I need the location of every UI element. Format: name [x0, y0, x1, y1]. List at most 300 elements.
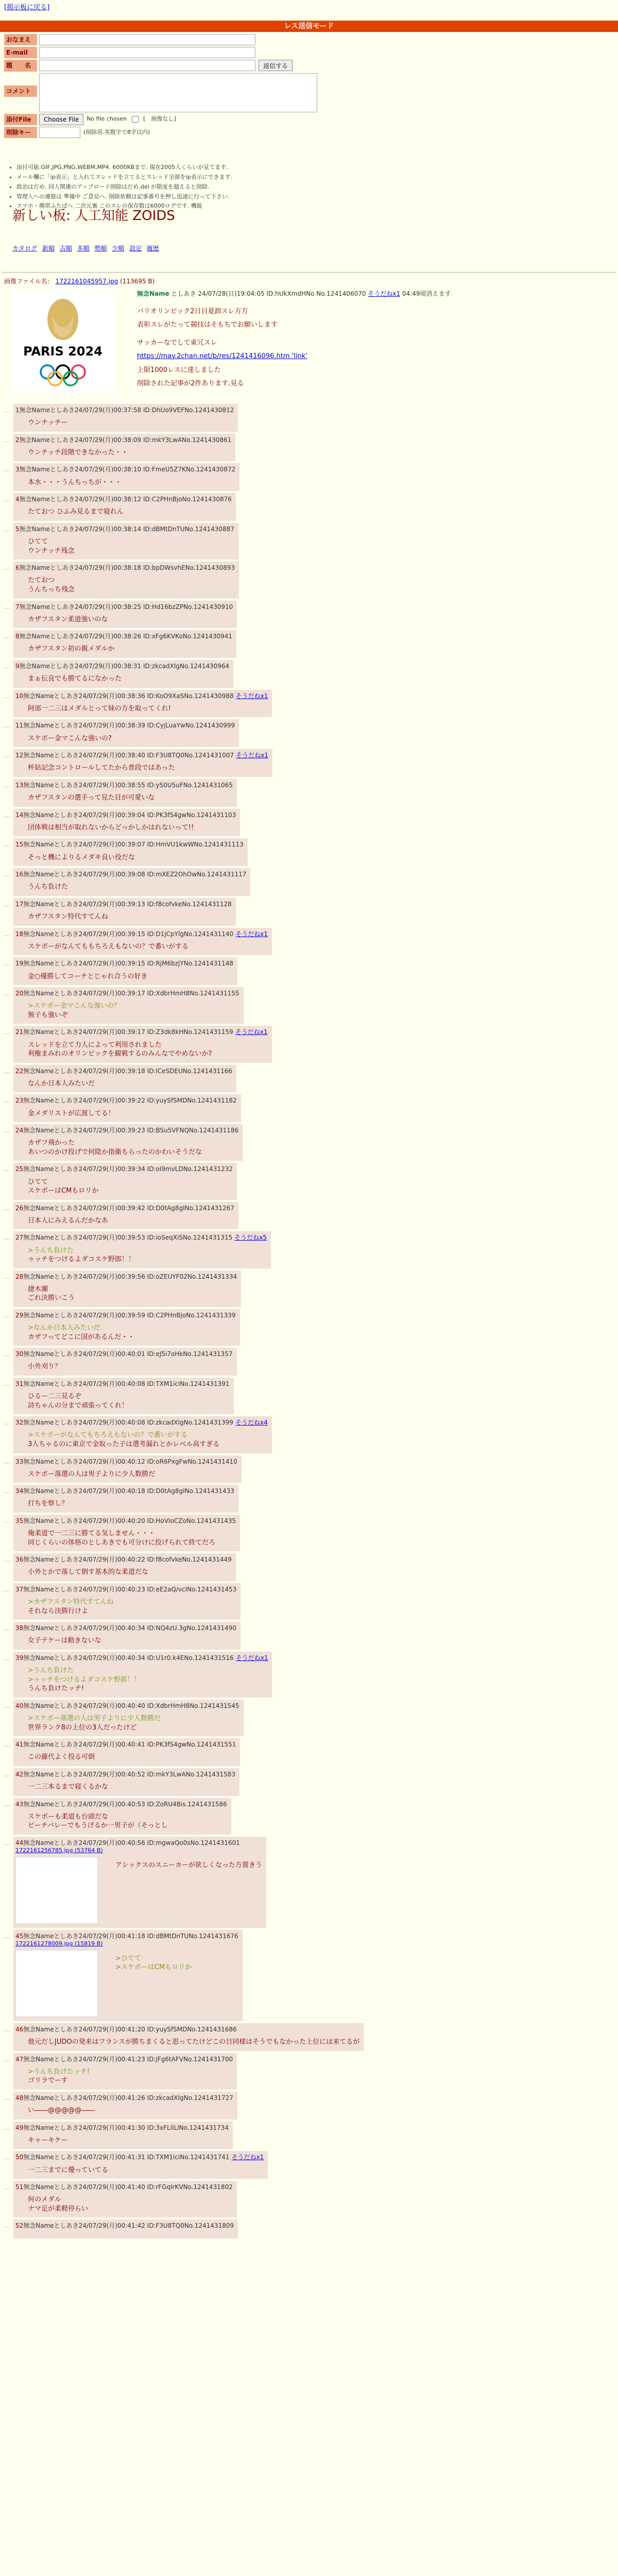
reply-marker: …: [4, 1932, 10, 1940]
reply-body: [28, 1598, 236, 1616]
reply-line: うんち負けた: [28, 883, 68, 891]
reply-header: [15, 1418, 268, 1427]
reply-row: [4, 1094, 612, 1122]
reply-body: [28, 1324, 236, 1342]
reply-body: [115, 1861, 262, 1924]
op-link[interactable]: https://may.2chan.net/b/res/1241416096.htm 'link': [137, 352, 307, 360]
reply-meta[interactable]: 無念Nameとしあき24/07/29(月)00:40:34 ID:U1r0.k4ENo.1241431516: [23, 1654, 234, 1662]
new-board-banner[interactable]: 新しい板: 人工知能 ZOIDS: [12, 208, 175, 224]
reply-line: 利権まみれのオリンピックを観戦するのみんなでやめないか?: [28, 1050, 212, 1058]
reply-content: [15, 1324, 236, 1342]
reply-body: [28, 2038, 359, 2047]
reply-marker: …: [4, 2094, 10, 2102]
post-form: [4, 34, 396, 140]
reply-box: [13, 1026, 272, 1062]
reply-number: 8: [15, 633, 20, 640]
reply-body: [28, 912, 232, 922]
reply-number: 27: [15, 1234, 24, 1242]
reply-header: [15, 1839, 262, 1847]
reply-number: 31: [15, 1380, 24, 1387]
subject-input[interactable]: [39, 60, 255, 71]
reply-number: 7: [15, 603, 20, 611]
subject-row: [4, 60, 396, 71]
reply-box: [13, 1622, 241, 1650]
reply-meta[interactable]: 無念Nameとしあき24/07/29(月)00:38:55 ID:yS0U5uFNo.1241431065: [23, 781, 233, 789]
reply-line: ウンチッチ段階できなかった・・: [28, 448, 128, 456]
reply-marker: …: [4, 990, 10, 997]
reply-box: [13, 2219, 238, 2238]
settings-link[interactable]: 設定: [129, 245, 142, 252]
reply-row: [4, 1163, 612, 1199]
reply-header: [15, 1165, 233, 1173]
reply-image-thumbnail[interactable]: [15, 1950, 98, 2017]
reply-content: [15, 1812, 227, 1831]
reply-marker: …: [4, 662, 10, 670]
reply-row: [4, 690, 612, 718]
reply-content: [15, 1362, 233, 1371]
reply-meta[interactable]: 無念Nameとしあき24/07/29(月)00:39:53 ID:ioSeqXiSNo.1241431315: [23, 1234, 233, 1242]
reply-row: [4, 749, 612, 777]
reply-line: ウンチッチ残念: [28, 547, 75, 555]
reply-content: [15, 1139, 238, 1157]
reply-meta[interactable]: 無念Nameとしあき24/07/29(月)00:38:10 ID:FmeU5Z7KNo.1241430872: [19, 466, 236, 473]
choose-file-button[interactable]: Choose File: [39, 114, 83, 125]
reply-content: [15, 1529, 236, 1547]
reply-meta[interactable]: 無念Nameとしあき24/07/29(月)00:39:34 ID:oI9mvLDNo.1241431232: [23, 1165, 233, 1173]
reply-box: [13, 1768, 239, 1796]
reply-box: [13, 1583, 241, 1620]
reply-line: 女子テケーは動きないな: [28, 1637, 101, 1645]
rule-item: • 政治はだめ. 同人関連のアップロード削除はだめ.del が限度を超えると削除.: [16, 183, 396, 191]
reply-row: [4, 523, 612, 560]
reply-meta[interactable]: 無念Nameとしあき24/07/29(月)00:39:42 ID:D0tAg8gINo.1241431267: [23, 1204, 234, 1212]
reply-content: [15, 1392, 230, 1410]
op-line: サッカーなでして東冗スレ: [137, 339, 217, 347]
quote-line: >なんか日本人みたいだ: [28, 1324, 100, 1332]
reply-box: [13, 2023, 364, 2051]
reply-header: [15, 781, 233, 789]
reply-content: [15, 1499, 234, 1509]
soudane-link[interactable]: そうだねx5: [234, 1234, 267, 1242]
reply-meta[interactable]: 無念Nameとしあき24/07/29(月)00:41:23 ID:jFg6tAFVNo.1241431700: [23, 2055, 233, 2063]
reply-file-link[interactable]: 1722161256785.jpg (53764 B): [15, 1847, 103, 1854]
catalog-link[interactable]: カタログ: [12, 245, 38, 252]
reply-header: [15, 525, 234, 533]
reply-meta[interactable]: 無念Nameとしあき24/07/29(月)00:40:08 ID:TXM1iciNo.1241431391: [23, 1380, 230, 1387]
reply-row: [4, 1485, 612, 1513]
reply-line: 3人ちゃるのに東京で金取った子は選考漏れとかレベル高すぎる: [28, 1440, 220, 1448]
delete-key-input[interactable]: [39, 127, 80, 138]
reply-body: [28, 1246, 267, 1264]
sort-few-link[interactable]: 少順: [112, 245, 125, 252]
reply-line: 無子も強いぞ: [28, 1011, 68, 1019]
reply-body: [28, 1636, 236, 1646]
reply-box: [13, 2092, 237, 2120]
reply-body: [28, 576, 235, 594]
reply-meta[interactable]: 無念Nameとしあき24/07/29(月)00:40:41 ID:PK3fS4gwNo.1241431551: [23, 1741, 236, 1749]
reply-header: [15, 870, 246, 878]
history-link[interactable]: 履歴: [146, 245, 159, 252]
reply-row: [4, 2181, 612, 2217]
reply-marker: …: [4, 496, 10, 503]
reply-content: [15, 507, 232, 517]
reply-file-link[interactable]: 1722161278009.jpg (15819 B): [15, 1940, 103, 1947]
reply-row: [4, 1700, 612, 1736]
reply-body: [28, 972, 233, 981]
op-soudane-link[interactable]: そうだねx1: [368, 290, 401, 297]
email-input[interactable]: [39, 47, 255, 58]
reply-body: [28, 1812, 227, 1831]
reply-meta[interactable]: 無念Nameとしあき24/07/29(月)00:39:23 ID:BSu5VFNQNo.1241431186: [23, 1127, 239, 1134]
reply-row: [4, 987, 612, 1024]
reply-header: [15, 1702, 239, 1710]
reply-line: 詩ちゃんの分まで頑張ってくれ！: [28, 1401, 129, 1410]
reply-meta[interactable]: 無念Nameとしあき24/07/29(月)00:40:01 ID:eJ5i7oHkNo.1241431357: [23, 1350, 233, 1358]
rule-item[interactable]: • スマホ・携帯ふたばへ 二次元裏 このスレの保存数は6000ログです. 機能: [16, 202, 396, 210]
nav-links: [12, 244, 162, 252]
reply-meta[interactable]: 無念Nameとしあき24/07/29(月)00:38:31 ID:zkcadXIgNo.1241430964: [19, 662, 230, 670]
reply-number: 28: [15, 1273, 24, 1280]
reply-header: [15, 2094, 233, 2102]
reply-meta[interactable]: 無念Nameとしあき24/07/29(月)00:41:42 ID:F3U8TQ0No.1241431809: [23, 2222, 234, 2230]
reply-number: 25: [15, 1165, 24, 1173]
reply-number: 20: [15, 990, 24, 997]
reply-line: 俺柔道で一二三に勝てる気しません・・・: [28, 1530, 156, 1538]
reply-marker: …: [4, 1350, 10, 1358]
rule-item: • 添付可能:GIF,JPG,PNG,WEBM,MP4. 6000KBまで. 現在2005人くらいが見てます.: [16, 164, 396, 172]
reply-body: [28, 1079, 232, 1089]
reply-row: [4, 779, 612, 807]
reply-box: [13, 1270, 241, 1307]
reply-number: 38: [15, 1624, 24, 1632]
reply-box: [13, 434, 235, 462]
reply-number: 16: [15, 871, 24, 878]
reply-content: [15, 576, 235, 594]
reply-marker: …: [4, 1204, 10, 1212]
reply-line: ひるー二三見るぞ: [28, 1393, 82, 1401]
op-line: 表彰スレがたって競技はそもちでお願いします: [137, 320, 278, 329]
reply-meta[interactable]: 無念Nameとしあき24/07/29(月)00:39:59 ID:C2PHnBjoNo.1241431339: [23, 1311, 236, 1319]
reply-meta[interactable]: 無念Nameとしあき24/07/29(月)00:40:53 ID:ZoRU4Bis.1241431586: [23, 1800, 227, 1808]
soudane-link[interactable]: そうだねx1: [235, 692, 268, 700]
reply-number: 15: [15, 841, 24, 849]
reply-meta[interactable]: 無念Nameとしあき24/07/29(月)00:39:15 ID:RjM6bzjYNo.1241431148: [23, 960, 233, 968]
reply-box: [13, 1837, 266, 1928]
reply-meta[interactable]: 無念Nameとしあき24/07/29(月)00:41:26 ID:zkcadXIgNo.1241431727: [23, 2094, 233, 2102]
reply-line: 本水・・・うんちっちが・・・: [28, 478, 122, 486]
reply-line: 小外とかで落して倒す基本的な柔道だな: [28, 1568, 149, 1577]
reply-header: [15, 721, 235, 730]
reply-box: [13, 690, 272, 718]
reply-row: [4, 868, 612, 896]
reply-header: [15, 751, 268, 759]
reply-line: ナマ足が柔軽停らい: [28, 2205, 89, 2213]
quote-line: >スケボーがなんてもちろえもないの？で番いがする: [28, 1431, 187, 1439]
reply-line: あいつのかけ投げで何陰か指衛もらったのかわいそうだな: [28, 1148, 202, 1156]
reply-header: [15, 2124, 229, 2132]
reply-row: [4, 2151, 612, 2179]
reply-meta[interactable]: 無念Nameとしあき24/07/29(月)00:39:15 ID:D1jCpYlgNo.1241431140: [23, 930, 234, 938]
soudane-link[interactable]: そうだねx4: [235, 1419, 268, 1427]
quote-line: >ゥッチをつけるよダコスケ野郎！！: [28, 1675, 141, 1684]
reply-marker: …: [4, 811, 10, 819]
reply-body: [28, 883, 246, 892]
reply-row: [4, 1930, 612, 2021]
paris-2024-logo: [11, 290, 114, 393]
reply-body: [28, 823, 236, 833]
reply-line: 何のメダル: [28, 2196, 62, 2204]
reply-number: 51: [15, 2183, 24, 2191]
name-input[interactable]: [39, 34, 255, 45]
reply-meta[interactable]: 無念Nameとしあき24/07/29(月)00:41:31 ID:TXM1iciNo.1241431741: [23, 2154, 230, 2161]
reply-meta[interactable]: 無念Nameとしあき24/07/29(月)00:39:04 ID:PK3fS4gwNo.1241431103: [23, 811, 236, 819]
reply-meta[interactable]: 無念Nameとしあき24/07/29(月)00:38:26 ID:xFg6KVKoNo.1241430941: [19, 633, 233, 640]
reply-number: 36: [15, 1556, 24, 1564]
reply-line: ひてて: [28, 538, 48, 546]
reply-meta[interactable]: 無念Nameとしあき24/07/29(月)00:38:39 ID:CyjLuaYwNo.1241430999: [23, 722, 235, 730]
reply-content: [15, 2067, 233, 2086]
reply-meta[interactable]: 無念Nameとしあき24/07/29(月)00:40:56 ID:mgwaQo0sNo.1241431601: [23, 1839, 240, 1846]
reply-line: 世界ランク8の上位の3人だったけど: [28, 1723, 137, 1732]
reply-content: [15, 2038, 359, 2047]
reply-content: [15, 1636, 236, 1646]
comment-textarea[interactable]: [39, 73, 317, 112]
reply-content: [15, 764, 268, 773]
comment-label: コメント: [4, 86, 37, 97]
reply-line: 団体戦は相当が取れないからどっかしかはれないって!!: [28, 823, 194, 832]
reply-meta[interactable]: 無念Nameとしあき24/07/29(月)00:38:12 ID:C2PHnBjoNo.1241430876: [19, 496, 232, 503]
reply-line: スケボー金マこんな強いの?: [28, 734, 112, 742]
reply-marker: …: [4, 603, 10, 611]
reply-number: 45: [15, 1932, 24, 1940]
reply-number: 40: [15, 1702, 24, 1709]
reply-box: [13, 1348, 237, 1376]
reply-box: [13, 898, 236, 926]
reply-meta[interactable]: 無念Nameとしあき24/07/29(月)00:40:40 ID:XdbrHmH8No.1241431545: [23, 1702, 239, 1709]
reply-line: ピーチバレーでもうげるか一男子が（そっとし: [28, 1822, 168, 1830]
op-image-thumbnail[interactable]: [11, 290, 114, 393]
reply-meta[interactable]: 無念Nameとしあき24/07/29(月)00:38:18 ID:bpDWsvhENo.1241430893: [19, 564, 235, 572]
name-row: [4, 34, 396, 45]
reply-number: 32: [15, 1419, 24, 1427]
reply-line: アシックスのスニーカーが欲しくなった方置きう: [115, 1861, 262, 1869]
reply-number: 34: [15, 1487, 24, 1495]
reply-box: [13, 2122, 233, 2149]
no-image-checkbox[interactable]: [132, 116, 139, 123]
reply-content: [15, 1041, 268, 1059]
reply-line: 金○優勝してコーチとじゃれ合うの好き: [28, 972, 148, 980]
reply-meta[interactable]: 無念Nameとしあき24/07/29(月)00:40:08 ID:zkcadXIgNo.1241431399: [23, 1419, 233, 1427]
reply-marker: …: [4, 1127, 10, 1134]
reply-line: カザフってどこに国があるんだ・・: [28, 1333, 135, 1341]
reply-meta[interactable]: 無念Nameとしあき24/07/29(月)00:38:40 ID:F3U8TQ0No.1241431007: [23, 752, 234, 759]
reply-content: [15, 1666, 268, 1693]
reply-body: [28, 1666, 268, 1693]
reply-meta[interactable]: 無念Nameとしあき24/07/29(月)00:39:18 ID:lCeSDEUNo.1241431166: [23, 1067, 233, 1075]
file-row: [4, 114, 396, 125]
reply-body: [28, 2195, 233, 2213]
reply-number: 6: [15, 564, 20, 572]
soudane-link[interactable]: そうだねx1: [231, 2154, 264, 2161]
reply-line: 日本人にみえるんだかなあ: [28, 1216, 109, 1225]
reply-meta[interactable]: 無念Nameとしあき24/07/29(月)00:40:22 ID:f8cofvkeNo.1241431449: [23, 1556, 232, 1564]
reply-number: 52: [15, 2222, 24, 2230]
op-file-label: 画像ファイル名：: [4, 278, 54, 285]
reply-meta[interactable]: 無念Nameとしあき24/07/29(月)00:39:07 ID:HmVU1kwWNo.1241431113: [23, 841, 244, 849]
reply-header: [15, 1311, 236, 1319]
reply-content: [15, 448, 231, 457]
reply-meta[interactable]: 無念Nameとしあき24/07/29(月)00:38:14 ID:dBMtDnTUNo.1241430887: [19, 525, 234, 533]
reply-row: [4, 1065, 612, 1093]
reply-box: [13, 719, 239, 747]
op-file-link[interactable]: 1722161045957.jpg: [55, 278, 118, 285]
reply-box: [13, 987, 244, 1024]
reply-meta[interactable]: 無念Nameとしあき24/07/29(月)00:38:25 ID:Hd16bzZPNo.1241430910: [19, 603, 233, 611]
reply-row: [4, 2053, 612, 2090]
reply-box: [13, 1455, 242, 1483]
reply-mode-bar: レス送信モード: [0, 21, 618, 32]
reply-meta[interactable]: 無念Nameとしあき24/07/29(月)00:39:22 ID:yuySfSMDNo.1241431182: [23, 1097, 237, 1105]
reply-number: 29: [15, 1311, 24, 1319]
reply-row: [4, 1553, 612, 1581]
reply-marker: …: [4, 564, 10, 572]
reply-body: [28, 1041, 268, 1059]
reply-content: [15, 1246, 267, 1264]
reply-row: [4, 562, 612, 598]
reply-box: [13, 1309, 240, 1346]
quote-line: >ひてて: [115, 1954, 141, 1962]
soudane-link[interactable]: そうだねx1: [235, 1028, 268, 1036]
reply-row: [4, 1270, 612, 1307]
op-body: [137, 307, 559, 392]
reply-marker: …: [4, 2183, 10, 2191]
reply-content: [15, 615, 233, 624]
reply-row: [4, 1738, 612, 1766]
sort-momentum-link[interactable]: 勢順: [94, 245, 107, 252]
reply-header: [15, 406, 234, 414]
reply-marker: …: [4, 1419, 10, 1427]
reply-header: [15, 1770, 235, 1778]
reply-meta[interactable]: 無念Nameとしあき24/07/29(月)00:40:34 ID:NQ4zU.3gNo.1241431490: [23, 1624, 236, 1632]
reply-marker: …: [4, 466, 10, 473]
reply-header: [15, 1028, 268, 1036]
reply-content: [15, 645, 232, 654]
reply-meta[interactable]: 無念Nameとしあき24/07/29(月)00:40:20 ID:HoVIoCZoNo.1241431435: [23, 1517, 236, 1524]
reply-marker: …: [4, 436, 10, 444]
reply-row: [4, 660, 612, 688]
reply-box: [13, 1416, 272, 1453]
reply-body: [28, 793, 233, 803]
op-header: [137, 290, 600, 298]
back-to-board-link[interactable]: [掲示板に戻る]: [4, 4, 50, 11]
reply-meta[interactable]: 無念Nameとしあき24/07/29(月)00:39:13 ID:f8cofvkeNo.1241431128: [23, 900, 232, 908]
soudane-link[interactable]: そうだねx1: [236, 752, 268, 759]
reply-row: [4, 493, 612, 521]
reply-meta[interactable]: 無念Nameとしあき24/07/29(月)00:41:30 ID:3xFLliLINo.1241431734: [23, 2124, 229, 2131]
reply-meta[interactable]: 無念Nameとしあき24/07/29(月)00:41:40 ID:rFGqlrKVNo.1241431802: [23, 2183, 233, 2191]
reply-body: [28, 418, 234, 428]
reply-number: 42: [15, 1770, 24, 1778]
reply-number: 39: [15, 1654, 24, 1662]
reply-marker: …: [4, 1097, 10, 1105]
reply-row: [4, 1455, 612, 1483]
reply-meta[interactable]: 無念Nameとしあき24/07/29(月)00:41:20 ID:yuySfSMDNo.1241431686: [23, 2025, 237, 2033]
reply-box: [13, 630, 236, 658]
soudane-link[interactable]: そうだねx1: [235, 930, 268, 938]
reply-meta[interactable]: 無念Nameとしあき24/07/29(月)00:39:17 ID:Z3dk8kHNo.1241431159: [23, 1028, 233, 1036]
reply-header: [15, 930, 268, 938]
sort-old-link[interactable]: 古順: [59, 245, 72, 252]
reply-line: それなら決勝行けよ: [28, 1607, 89, 1615]
reply-meta[interactable]: 無念Nameとしあき24/07/29(月)00:40:18 ID:D0tAg8gINo.1241431433: [23, 1487, 234, 1495]
reply-meta[interactable]: 無念Nameとしあき24/07/29(月)00:38:09 ID:mkY3LwANo.1241430861: [19, 436, 232, 444]
reply-meta[interactable]: 無念Nameとしあき24/07/29(月)00:37:58 ID:DhUo9VEFNo.1241430812: [19, 406, 234, 414]
reply-header: [15, 1350, 233, 1358]
sort-new-link[interactable]: 新順: [42, 245, 55, 252]
reply-marker: …: [4, 1741, 10, 1749]
reply-header: [15, 692, 268, 700]
reply-box: [13, 404, 238, 432]
reply-meta[interactable]: 無念Nameとしあき24/07/29(月)00:39:56 ID:oZEUYF02No.1241431334: [23, 1273, 237, 1280]
reply-body: [28, 1499, 234, 1509]
reply-body: [28, 734, 235, 743]
reply-box: [13, 2151, 268, 2179]
reply-body: [115, 1954, 192, 2017]
reply-meta[interactable]: 無念Nameとしあき24/07/29(月)00:38:36 ID:KoO9XaSNo.1241430988: [23, 692, 234, 700]
soudane-link[interactable]: そうだねx1: [235, 1654, 268, 1662]
reply-row: [4, 2092, 612, 2120]
reply-number: 13: [15, 781, 24, 789]
reply-header: [15, 1740, 236, 1749]
reply-marker: …: [4, 1586, 10, 1593]
reply-header: [15, 811, 236, 819]
reply-marker: …: [4, 692, 10, 700]
file-label: 添付File: [4, 114, 37, 125]
reply-marker: …: [4, 1165, 10, 1173]
reply-box: [13, 601, 237, 629]
reply-meta[interactable]: 無念Nameとしあき24/07/29(月)00:39:17 ID:XdbrHmH8No.1241431155: [23, 990, 239, 997]
reply-box: [13, 1700, 244, 1736]
reply-meta[interactable]: 無念Nameとしあき24/07/29(月)00:40:52 ID:mkY3LwANo.1241431583: [23, 1770, 236, 1778]
reply-meta[interactable]: 無念Nameとしあき24/07/29(月)00:39:08 ID:mXEZ2OhOwNo.1241431117: [23, 871, 247, 878]
reply-content: [15, 734, 235, 743]
reply-header: [15, 1126, 238, 1134]
reply-body: [28, 1285, 237, 1303]
reply-line: うんち負けたッチ!: [28, 1685, 84, 1693]
reply-marker: …: [4, 841, 10, 849]
reply-line: 一二三本るまで寝くるかな: [28, 1783, 109, 1791]
reply-row: [4, 1231, 612, 1268]
reply-meta[interactable]: 無念Nameとしあき24/07/29(月)00:41:18 ID:dBMtDnTUNo.1241431676: [23, 1932, 238, 1940]
reply-marker: …: [4, 1517, 10, 1524]
reply-header: [15, 1624, 236, 1632]
op-line: 上限1000レスに達しました: [137, 366, 221, 375]
reply-body: [28, 1002, 239, 1020]
reply-row: [4, 1837, 612, 1928]
reply-content: [15, 1216, 234, 1226]
reply-marker: …: [4, 900, 10, 908]
submit-reply-button[interactable]: 返信する: [259, 60, 293, 71]
reply-content: [15, 1950, 238, 2017]
reply-line: 他元だしJUDOの発来はフランスが勝ちまくると思ってたけどこの日同様はそうでもなかった上位には来てるが: [28, 2038, 360, 2046]
reply-meta[interactable]: 無念Nameとしあき24/07/29(月)00:40:23 ID:eE2aQ/vcINo.1241431453: [23, 1586, 237, 1593]
sort-many-link[interactable]: 多順: [77, 245, 90, 252]
reply-header: [15, 1233, 267, 1242]
reply-line: カザフスタン特代すてんね: [28, 913, 108, 921]
reply-image-thumbnail[interactable]: [15, 1857, 98, 1924]
reply-meta[interactable]: 無念Nameとしあき24/07/29(月)00:40:12 ID:oR6PxgFwNo.1241431410: [23, 1458, 237, 1465]
reply-marker: …: [4, 1067, 10, 1075]
